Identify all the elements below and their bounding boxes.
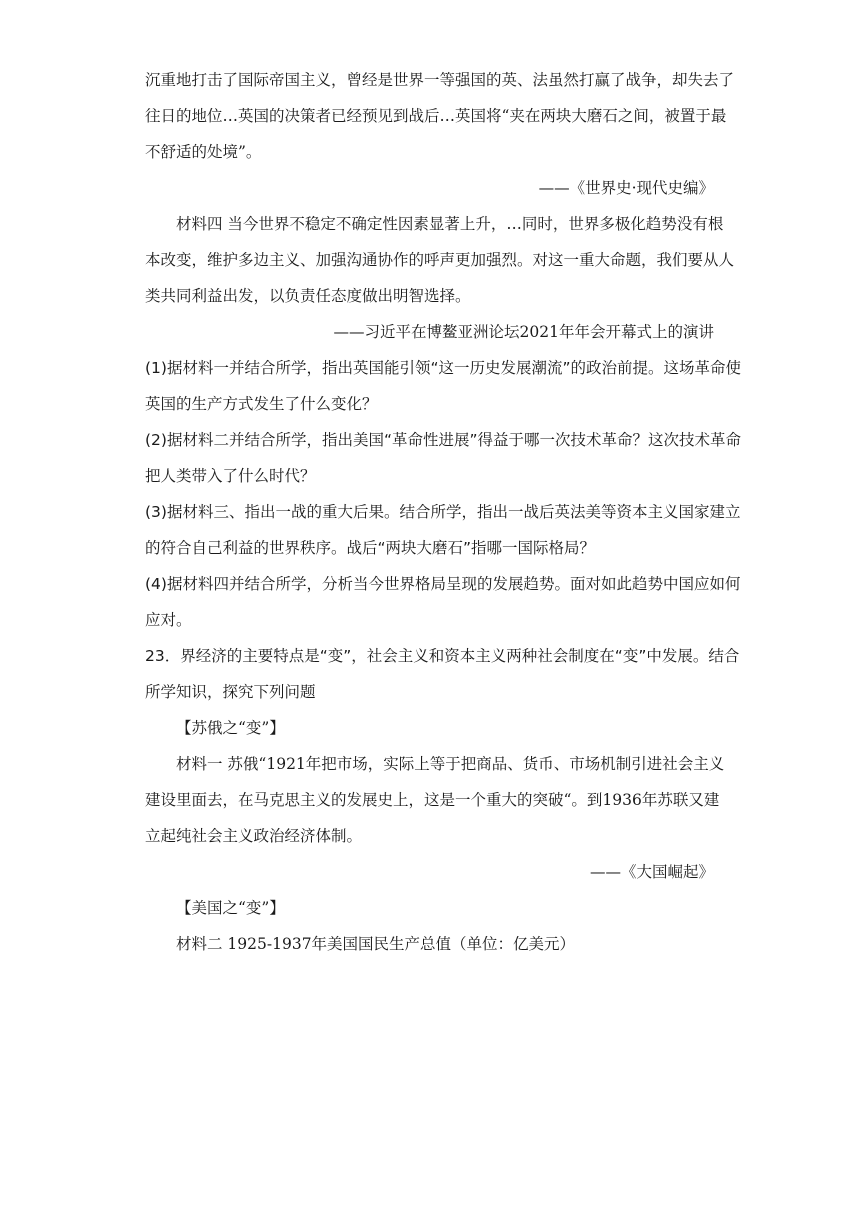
material-4-line: 材料四 当今世界不稳定不确定性因素显著上升，…同时，世界多极化趋势没有根 <box>176 215 724 233</box>
material-1-line: 立起纯社会主义政治经济体制。 <box>145 827 363 845</box>
material-4 <box>0 206 860 350</box>
question-23 <box>0 638 860 962</box>
question-line: (1)据材料一并结合所学，指出英国能引领“这一历史发展潮流”的政治前提。这场革命使 <box>145 359 742 377</box>
question-22-subquestions <box>0 350 860 638</box>
question-23-stem: 所学知识，探究下列问题 <box>145 683 316 701</box>
question-line: (3)据材料三、指出一战的重大后果。结合所学，指出一战后英法美等资本主义国家建立 <box>145 503 741 521</box>
question-line: 英国的生产方式发生了什么变化？ <box>145 395 378 413</box>
question-line: 的符合自己利益的世界秩序。战后“两块大磨石”指哪一国际格局？ <box>145 539 596 557</box>
material-1-line: 建设里面去，在马克思主义的发展史上，这是一个重大的突破“。到1936年苏联又建 <box>145 791 720 809</box>
material-4-line: 本改变，维护多边主义、加强沟通协作的呼声更加强烈。对这一重大命题，我们要从人 <box>145 251 735 269</box>
material-3-line: 往日的地位…英国的决策者已经预见到战后…英国将“夹在两块大磨石之间，被置于最 <box>145 107 727 125</box>
question-line: (4)据材料四并结合所学，分析当今世界格局呈现的发展趋势。面对如此趋势中国应如何 <box>145 575 741 593</box>
usa-section-heading: 【美国之“变”】 <box>176 899 285 917</box>
material-4-line: 类共同利益出发，以负责任态度做出明智选择。 <box>145 287 471 305</box>
material-3-line: 沉重地打击了国际帝国主义，曾经是世界一等强国的英、法虽然打赢了战争，却失去了 <box>145 71 735 89</box>
question-line: (2)据材料二并结合所学，指出美国“革命性进展”得益于哪一次技术革命？这次技术革命 <box>145 431 742 449</box>
material-3-line: 不舒适的处境”。 <box>145 143 262 161</box>
page-content <box>0 62 860 962</box>
soviet-section-heading: 【苏俄之“变”】 <box>176 719 285 737</box>
material-1-line: 材料一 苏俄“1921年把市场，实际上等于把商品、货币、市场机制引进社会主义 <box>176 755 725 773</box>
material-1-source: ——《大国崛起》 <box>589 863 714 881</box>
material-2-title: 材料二 1925-1937年美国国民生产总值（单位：亿美元） <box>176 935 576 953</box>
question-line: 应对。 <box>145 611 192 629</box>
material-4-source: ——习近平在博鳌亚洲论坛2021年年会开幕式上的演讲 <box>333 323 714 341</box>
question-line: 把人类带入了什么时代？ <box>145 467 316 485</box>
question-23-stem: 23．界经济的主要特点是“变”，社会主义和资本主义两种社会制度在“变”中发展。结合 <box>145 647 740 665</box>
material-3-continuation <box>0 62 860 206</box>
material-3-source: ——《世界史·现代史编》 <box>538 179 714 197</box>
